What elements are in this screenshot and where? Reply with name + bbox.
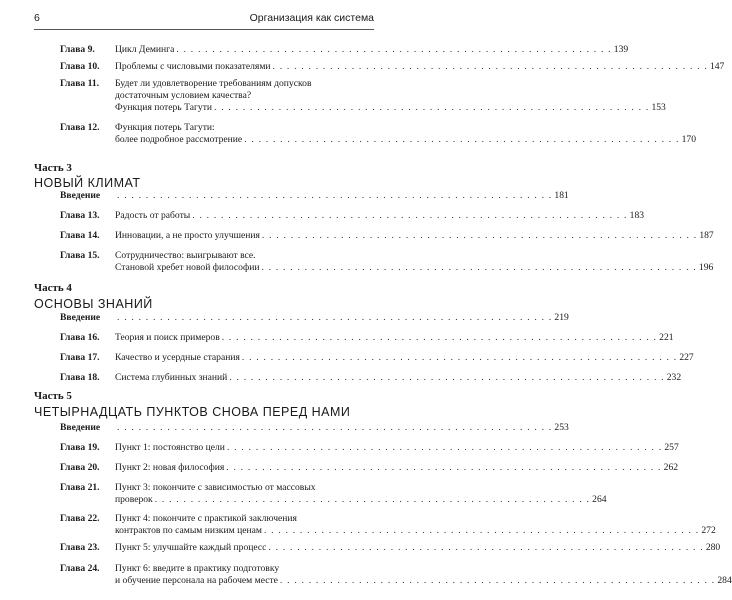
toc-entry-title: более подробное рассмотрение: [115, 134, 243, 145]
toc-entry-label: Введение: [60, 312, 101, 323]
toc-entry: [60, 442, 679, 454]
dot-leader: . . . . . . . . . . . . . . . . . . . . . . . . . . . . . . . . . . . . . . . . . . . . . . . . . . . . . . . . . . . . .: [244, 134, 680, 145]
toc-entry: [60, 44, 629, 56]
toc-entry-title-line: Сотрудничество: выигрывают все.: [115, 250, 256, 261]
toc-page-number: 170: [681, 134, 696, 145]
toc-entry-title: Проблемы с числовыми показателями: [115, 61, 271, 72]
part-label: Часть 4: [34, 282, 72, 294]
toc-page-number: 181: [554, 190, 569, 201]
toc-entry-label: Глава 12.: [60, 122, 100, 133]
toc-entry: [60, 230, 714, 242]
toc-entry-title: Теория и поиск примеров: [115, 332, 220, 343]
part-title: ЧЕТЫРНАДЦАТЬ ПУНКТОВ СНОВА ПЕРЕД НАМИ: [34, 405, 351, 419]
toc-entry-title: Пункт 5: улучшайте каждый процесс: [115, 542, 267, 553]
dot-leader: . . . . . . . . . . . . . . . . . . . . . . . . . . . . . . . . . . . . . . . . . . . . . . . . . . . . . . . . . . . . .: [117, 312, 553, 323]
dot-leader: . . . . . . . . . . . . . . . . . . . . . . . . . . . . . . . . . . . . . . . . . . . . . . . . . . . . . . . . . . . . .: [117, 422, 553, 433]
toc-page-number: 221: [659, 332, 674, 343]
toc-page-number: 280: [705, 542, 721, 553]
toc-entry-label: Глава 16.: [60, 332, 100, 343]
toc-page-number: 253: [554, 422, 569, 433]
dot-leader: . . . . . . . . . . . . . . . . . . . . . . . . . . . . . . . . . . . . . . . . . . . . . . . . . . . . . . . . . . . . .: [214, 102, 650, 113]
toc-page-number: 139: [613, 44, 629, 55]
toc-entry: [60, 422, 569, 434]
toc-entry-label: Глава 20.: [60, 462, 100, 473]
toc-entry-title: контрактов по самым низким ценам: [115, 525, 262, 536]
toc-page-number: 227: [679, 352, 694, 363]
toc-entry: [60, 312, 569, 324]
toc-page-number: 232: [666, 372, 682, 383]
toc-entry-title-line: Пункт 4: покончите с практикой заключения: [115, 513, 297, 524]
running-header: [34, 12, 374, 26]
toc-entry-label: Глава 11.: [60, 78, 100, 89]
toc-entry: [60, 542, 721, 554]
dot-leader: . . . . . . . . . . . . . . . . . . . . . . . . . . . . . . . . . . . . . . . . . . . . . . . . . . . . . . . . . . . . .: [229, 372, 665, 383]
dot-leader: . . . . . . . . . . . . . . . . . . . . . . . . . . . . . . . . . . . . . . . . . . . . . . . . . . . . . . . . . . . . .: [268, 542, 704, 553]
toc-entry: [60, 78, 666, 114]
dot-leader: . . . . . . . . . . . . . . . . . . . . . . . . . . . . . . . . . . . . . . . . . . . . . . . . . . . . . . . . . . . . .: [117, 190, 553, 201]
toc-entry: [60, 250, 714, 274]
toc-entry: [60, 563, 732, 587]
toc-entry-title: проверок: [115, 494, 153, 505]
toc-entry-label: Глава 19.: [60, 442, 100, 453]
toc-entry-label: Глава 24.: [60, 563, 100, 574]
toc-page-number: 264: [592, 494, 607, 505]
toc-entry-title: Пункт 1: постоянство цели: [115, 442, 225, 453]
toc-entry: [60, 210, 645, 222]
part-label: Часть 3: [34, 162, 72, 174]
toc-entry-title: Пункт 2: новая философия: [115, 462, 225, 473]
dot-leader: . . . . . . . . . . . . . . . . . . . . . . . . . . . . . . . . . . . . . . . . . . . . . . . . . . . . . . . . . . . . .: [226, 462, 662, 473]
toc-entry-title: Система глубинных знаний: [115, 372, 228, 383]
dot-leader: . . . . . . . . . . . . . . . . . . . . . . . . . . . . . . . . . . . . . . . . . . . . . . . . . . . . . . . . . . . . .: [241, 352, 678, 363]
toc-page-number: 183: [629, 210, 645, 221]
toc-entry-label: Глава 13.: [60, 210, 100, 221]
dot-leader: . . . . . . . . . . . . . . . . . . . . . . . . . . . . . . . . . . . . . . . . . . . . . . . . . . . . . . . . . . . . .: [221, 332, 658, 343]
toc-entry-label: Глава 21.: [60, 482, 100, 493]
toc-entry-label: Глава 23.: [60, 542, 100, 553]
toc-page-number: 284: [717, 575, 732, 586]
toc-entry-title: Функция потерь Тагути: [115, 102, 213, 113]
toc-entry-label: Введение: [60, 422, 101, 433]
toc-page-number: 272: [701, 525, 716, 536]
toc-page-number: 219: [554, 312, 569, 323]
header-rule: [34, 29, 374, 30]
toc-entry: [60, 190, 569, 202]
toc-entry-label: Введение: [60, 190, 101, 201]
toc-entry-label: Глава 9.: [60, 44, 95, 55]
toc-entry: [60, 122, 696, 146]
part-title: ОСНОВЫ ЗНАНИЙ: [34, 297, 153, 311]
toc-entry: [60, 332, 674, 344]
toc-entry: [60, 513, 716, 537]
toc-page-number: 147: [709, 61, 725, 72]
toc-page-number: 153: [651, 102, 666, 113]
toc-entry-title: Качество и усердные старания: [115, 352, 240, 363]
dot-leader: . . . . . . . . . . . . . . . . . . . . . . . . . . . . . . . . . . . . . . . . . . . . . . . . . . . . . . . . . . . . .: [279, 575, 716, 586]
toc-entry-title-line: достаточным условием качества?: [115, 90, 252, 101]
toc-entry-title: и обучение персонала на рабочем месте: [115, 575, 278, 586]
toc-page-number: 262: [663, 462, 679, 473]
dot-leader: . . . . . . . . . . . . . . . . . . . . . . . . . . . . . . . . . . . . . . . . . . . . . . . . . . . . . . . . . . . . .: [176, 44, 612, 55]
toc-entry-title: Инновации, а не просто улучшения: [115, 230, 260, 241]
page-number: 6: [34, 12, 40, 24]
dot-leader: . . . . . . . . . . . . . . . . . . . . . . . . . . . . . . . . . . . . . . . . . . . . . . . . . . . . . . . . . . . . .: [226, 442, 663, 453]
toc-entry-label: Глава 18.: [60, 372, 100, 383]
toc-entry-label: Глава 17.: [60, 352, 100, 363]
dot-leader: . . . . . . . . . . . . . . . . . . . . . . . . . . . . . . . . . . . . . . . . . . . . . . . . . . . . . . . . . . . . .: [192, 210, 628, 221]
dot-leader: . . . . . . . . . . . . . . . . . . . . . . . . . . . . . . . . . . . . . . . . . . . . . . . . . . . . . . . . . . . . .: [272, 61, 708, 72]
toc-page-number: 187: [699, 230, 714, 241]
dot-leader: . . . . . . . . . . . . . . . . . . . . . . . . . . . . . . . . . . . . . . . . . . . . . . . . . . . . . . . . . . . . .: [261, 262, 697, 273]
part-title: НОВЫЙ КЛИМАТ: [34, 176, 141, 190]
dot-leader: . . . . . . . . . . . . . . . . . . . . . . . . . . . . . . . . . . . . . . . . . . . . . . . . . . . . . . . . . . . . .: [263, 525, 700, 536]
toc-entry-title: Цикл Деминга: [115, 44, 175, 55]
toc-entry-label: Глава 15.: [60, 250, 100, 261]
toc-entry: [60, 482, 607, 506]
toc-page-number: 196: [698, 262, 714, 273]
running-title: Организация как система: [249, 12, 374, 24]
toc-entry-title-line: Пункт 6: введите в практику подготовку: [115, 563, 280, 574]
toc-page-number: 257: [664, 442, 679, 453]
dot-leader: . . . . . . . . . . . . . . . . . . . . . . . . . . . . . . . . . . . . . . . . . . . . . . . . . . . . . . . . . . . . .: [154, 494, 591, 505]
toc-entry-title: Радость от работы: [115, 210, 191, 221]
toc-entry-title: Становой хребет новой философии: [115, 262, 260, 273]
dot-leader: . . . . . . . . . . . . . . . . . . . . . . . . . . . . . . . . . . . . . . . . . . . . . . . . . . . . . . . . . . . . .: [261, 230, 698, 241]
toc-entry-label: Глава 22.: [60, 513, 100, 524]
toc-entry-label: Глава 10.: [60, 61, 100, 72]
toc-entry: [60, 61, 725, 73]
toc-entry-title-line: Функция потерь Тагути:: [115, 122, 215, 133]
toc-entry: [60, 462, 679, 474]
toc-entry-title-line: Пункт 3: покончите с зависимостью от массовых: [115, 482, 316, 493]
part-label: Часть 5: [34, 390, 72, 402]
toc-entry: [60, 372, 682, 384]
toc-entry: [60, 352, 694, 364]
toc-entry-title-line: Будет ли удовлетворение требованиям допусков: [115, 78, 312, 89]
toc-entry-label: Глава 14.: [60, 230, 100, 241]
